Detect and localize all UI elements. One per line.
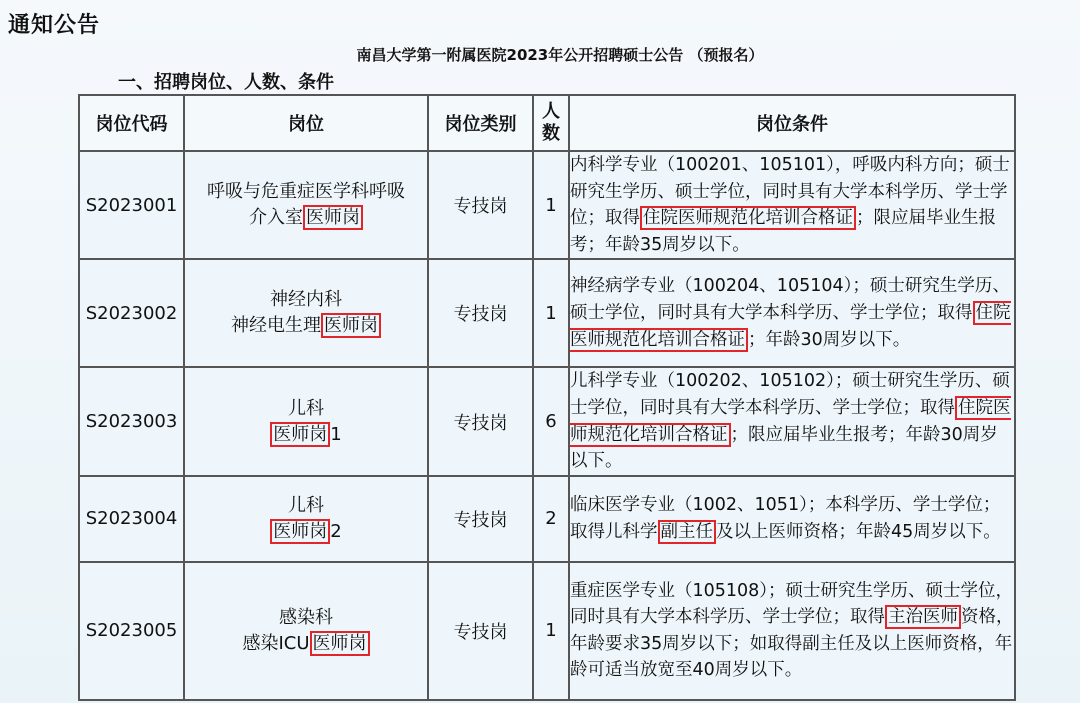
cond-highlight: 住院医师规范化培训合格证 <box>570 397 1011 445</box>
cell-type: 专技岗 <box>428 476 533 562</box>
cond-prefix: 儿科学专业（100202、105102）；硕士研究生学历、硕士学位，同时具有大学本科学历、学士学位；取得 <box>570 371 1010 418</box>
cell-num: 2 <box>533 476 569 562</box>
cell-post <box>184 562 428 700</box>
post-line2 <box>185 205 427 231</box>
cell-conditions <box>569 476 1015 562</box>
table-header-row <box>79 95 1015 151</box>
post-highlight: 医师岗 <box>270 422 330 447</box>
post-line2-prefix: 介入室 <box>249 207 303 229</box>
cond-highlight: 住院医师规范化培训合格证 <box>640 206 856 230</box>
post-line2 <box>185 631 427 657</box>
document-title: 南昌大学第一附属医院2023年公开招聘硕士公告 （预报名） <box>356 46 764 64</box>
table-row <box>79 562 1015 700</box>
cell-type: 专技岗 <box>428 151 533 259</box>
table-row <box>79 259 1015 367</box>
post-line2-suffix: 2 <box>330 520 342 542</box>
post-highlight: 医师岗 <box>310 631 370 656</box>
cell-conditions <box>569 151 1015 259</box>
header-post: 岗位 <box>184 95 428 151</box>
cell-code: S2023005 <box>79 562 184 700</box>
page-header-title: 通知公告 <box>8 13 101 38</box>
cell-conditions <box>569 259 1015 367</box>
header-conditions: 岗位条件 <box>569 95 1015 151</box>
cond-prefix: 神经病学专业（100204、105104）；硕士研究生学历、硕士学位，同时具有大学本科学历、学士学位；取得 <box>570 276 1010 324</box>
cell-code: S2023001 <box>79 151 184 259</box>
cell-type: 专技岗 <box>428 367 533 475</box>
post-line1: 儿科 <box>288 494 324 516</box>
cond-prefix: 临床医学专业（1002、1051）；本科学历、学士学位；取得儿科学 <box>570 495 1001 542</box>
table-row <box>79 151 1015 259</box>
post-line2-prefix: 神经电生理 <box>231 315 321 337</box>
post-line2 <box>185 422 427 448</box>
header-people-text: 人数 <box>541 101 560 144</box>
positions-table <box>78 94 1016 701</box>
cond-highlight: 副主任 <box>658 520 717 544</box>
cell-post <box>184 476 428 562</box>
post-highlight: 医师岗 <box>321 313 381 338</box>
post-highlight: 医师岗 <box>303 205 363 230</box>
post-line1: 呼吸与危重症医学科呼吸 <box>207 181 405 203</box>
cell-num: 6 <box>533 367 569 475</box>
post-line2-suffix: 1 <box>330 423 342 445</box>
cell-post <box>184 151 428 259</box>
cell-conditions <box>569 367 1015 475</box>
post-line2 <box>185 313 427 339</box>
cell-code: S2023002 <box>79 259 184 367</box>
cond-highlight: 住院医师规范化培训合格证 <box>570 303 1011 350</box>
cond-prefix: 内科学专业（100201、105101），呼吸内科方向；硕士研究生学历、硕士学位，同时具有大学本科学历、学士学位；取得 <box>570 155 1010 229</box>
cell-type: 专技岗 <box>428 259 533 367</box>
table-row <box>79 367 1015 475</box>
header-people <box>533 95 569 151</box>
header-code: 岗位代码 <box>79 95 184 151</box>
cell-num: 1 <box>533 562 569 700</box>
cond-suffix: 资格，年龄要求35周岁以下；如取得副主任及以上医师资格，年龄可适当放宽至40周岁以下。 <box>570 607 1014 681</box>
cell-conditions <box>569 562 1015 700</box>
post-highlight: 医师岗 <box>270 519 330 544</box>
cell-post <box>184 259 428 367</box>
post-line1: 感染科 <box>279 606 333 628</box>
cond-suffix: ；限应届毕业生报考；年龄35周岁以下。 <box>570 208 996 255</box>
table-row <box>79 476 1015 562</box>
section-title: 一、招聘岗位、人数、条件 <box>118 72 334 93</box>
cell-code: S2023003 <box>79 367 184 475</box>
post-line2-prefix: 感染ICU <box>242 632 310 654</box>
cell-post <box>184 367 428 475</box>
post-line2 <box>185 519 427 545</box>
post-line1: 神经内科 <box>270 289 342 311</box>
cell-code: S2023004 <box>79 476 184 562</box>
cond-highlight: 主治医师 <box>885 605 961 629</box>
cond-suffix: 及以上医师资格；年龄45周岁以下。 <box>716 521 1001 542</box>
cond-suffix: ；年龄30周岁以下。 <box>748 329 911 350</box>
cell-num: 1 <box>533 259 569 367</box>
header-type: 岗位类别 <box>428 95 533 151</box>
cond-suffix: ；限应届毕业生报考；年龄30周岁以下。 <box>570 424 998 472</box>
cond-prefix: 重症医学专业（105108）；硕士研究生学历、硕士学位，同时具有大学本科学历、学士学位；取得 <box>570 580 1014 628</box>
post-line1: 儿科 <box>288 397 324 419</box>
cell-num: 1 <box>533 151 569 259</box>
cell-type: 专技岗 <box>428 562 533 700</box>
